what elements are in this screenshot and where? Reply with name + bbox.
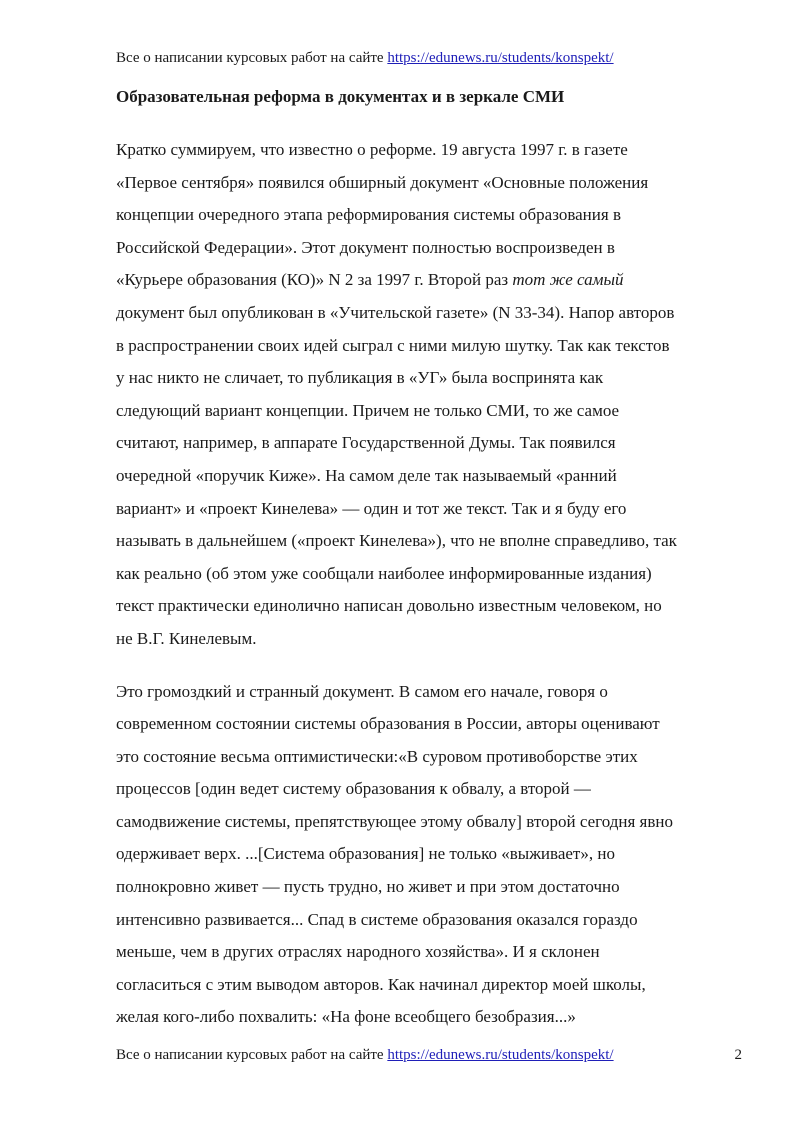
text-line: не В.Г. Кинелевым. bbox=[116, 628, 257, 648]
text-line: Это громоздкий и странный документ. В самом его начале, говоря о bbox=[116, 681, 608, 701]
text-line: одерживает верх. ...[Система образования] не только «выживает», но bbox=[116, 844, 615, 864]
text-line: концепции очередного этапа реформирования системы образования в bbox=[116, 205, 621, 225]
document-body bbox=[116, 134, 746, 1054]
text-line: самодвижение системы, препятствующее этому обвалу] второй сегодня явно bbox=[116, 811, 673, 831]
text-line: как реально (об этом уже сообщали наиболее информированные издания) bbox=[116, 563, 652, 583]
text-line: очередной «поручик Киже». На самом деле так называемый «ранний bbox=[116, 465, 617, 485]
text-line: «Первое сентября» появился обширный документ «Основные положения bbox=[116, 172, 649, 192]
text-line: интенсивно развивается... Спад в системе образования оказался гораздо bbox=[116, 909, 638, 929]
text-line: считают, например, в аппарате Государственной Думы. Так появился bbox=[116, 433, 616, 453]
header-link[interactable]: https://edunews.ru/students/konspekt/ bbox=[387, 50, 614, 66]
paragraph bbox=[116, 676, 746, 1035]
text-line: Российской Федерации». Этот документ полностью воспроизведен в bbox=[116, 237, 615, 257]
footer-left bbox=[116, 1045, 614, 1065]
text-line: в распространении своих идей сыграл с ними милую шутку. Так как текстов bbox=[116, 335, 670, 355]
text-line: современном состоянии системы образования в России, авторы оценивают bbox=[116, 714, 660, 734]
text-line: текст практически единолично написан довольно известным человеком, но bbox=[116, 596, 662, 616]
text-line bbox=[116, 264, 746, 297]
paragraph bbox=[116, 134, 746, 656]
text-line: полнокровно живет — пусть трудно, но живет и при этом достаточно bbox=[116, 877, 620, 897]
page-header bbox=[116, 48, 614, 68]
footer-link[interactable]: https://edunews.ru/students/konspekt/ bbox=[387, 1047, 614, 1063]
text-line: Кратко суммируем, что известно о реформе. 19 августа 1997 г. в газете bbox=[116, 140, 628, 159]
text-run: «Курьере образования (КО)» N 2 за 1997 г. Второй раз bbox=[116, 270, 513, 290]
text-line: желая кого-либо похвалить: «На фоне всеобщего безобразия...» bbox=[116, 1007, 576, 1027]
text-line: вариант» и «проект Кинелева» — один и тот же текст. Так и я буду его bbox=[116, 498, 627, 518]
page-footer bbox=[116, 1045, 742, 1065]
text-line: согласиться с этим выводом авторов. Как начинал директор моей школы, bbox=[116, 974, 646, 994]
italic-text: тот же самый bbox=[512, 270, 624, 290]
document-title: Образовательная реформа в документах и в зеркале СМИ bbox=[116, 87, 565, 106]
header-text: Все о написании курсовых работ на сайте bbox=[116, 50, 388, 66]
text-line: называть в дальнейшем («проект Кинелева»), что не вполне справедливо, так bbox=[116, 531, 677, 551]
text-line: следующий вариант концепции. Причем не только СМИ, то же самое bbox=[116, 400, 620, 420]
page-number: 2 bbox=[734, 1047, 742, 1063]
text-line: процессов [один ведет систему образования к обвалу, а второй — bbox=[116, 779, 591, 799]
text-line: это состояние весьма оптимистически:«В суровом противоборстве этих bbox=[116, 746, 638, 766]
text-line: меньше, чем в других отраслях народного хозяйства». И я склонен bbox=[116, 942, 600, 962]
footer-text: Все о написании курсовых работ на сайте bbox=[116, 1047, 388, 1063]
text-line: документ был опубликован в «Учительской газете» (N 33-34). Напор авторов bbox=[116, 302, 675, 322]
text-line: у нас никто не сличает, то публикация в «УГ» была воспринята как bbox=[116, 368, 604, 388]
